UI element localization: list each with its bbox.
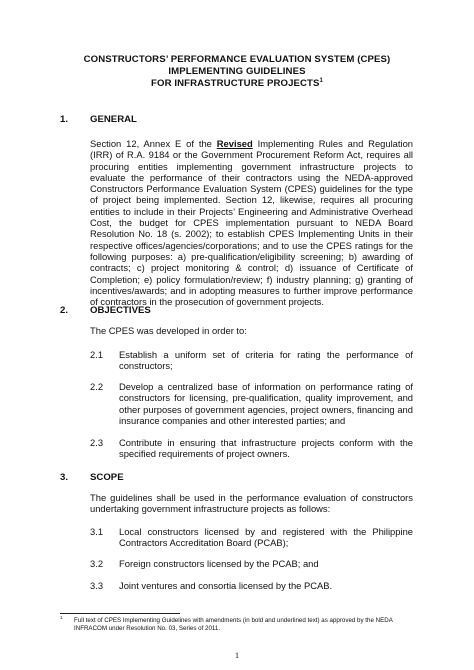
section-1-text-after: Implementing Rules and Regulation (IRR) of R.A. 9184 or the Government Procurement Reform Act, requires all procuring entities implementing government infrastructure projects to evaluate the performance of their contractors using the NEDA-approved Constructors Performance Evaluation System (CPES) guidelines for the type of project being implemented. Section 12, likewise, requires all procuring entities to include in their Projects’ Engineering and Administrative Overhead Cost, the budget for CPES implementation pursuant to NEDA Board Resolution No. 18 (s. 2002); to establish CPES Implementing Units in their respective offices/agencies/corporations; and to use the CPES ratings for the following purposes: a) pre-qualification/eligibility screening; b) awarding of contracts; c) project monitoring & control; d) issuance of Certificate of Completion; e) policy formulation/review; f) industry planning; g) granting of incentives/awards; and in adopting measures to further improve performance of contractors in the prosecution of government projects. <box>90 138 413 308</box>
title-line-1: CONSTRUCTORS’ PERFORMANCE EVALUATION SYSTEM (CPES) <box>83 54 391 65</box>
list-item-number: 3.3 <box>90 580 104 591</box>
list-item-text: Local constructors licensed by and registered with the Philippine Contractors Accreditation Board (PCAB); <box>119 526 413 549</box>
page-number: 1 <box>234 650 240 660</box>
list-item-text: Joint ventures and consortia licensed by the PCAB. <box>119 580 333 591</box>
list-item-text: Foreign constructors licensed by the PCAB; and <box>119 558 319 569</box>
footnote-divider <box>60 613 180 614</box>
list-item <box>90 558 413 569</box>
list-item-text: Contribute in ensuring that infrastructure projects conform with the specified requirements of project owners. <box>119 437 413 460</box>
list-item-number: 2.1 <box>90 349 104 360</box>
document-title <box>0 54 474 90</box>
section-3-number: 3. <box>60 472 69 483</box>
section-2-title: OBJECTIVES <box>90 305 151 316</box>
section-1-title: GENERAL <box>90 114 137 125</box>
list-item-number: 2.2 <box>90 381 104 392</box>
list-item-number: 2.3 <box>90 437 104 448</box>
section-1-heading <box>60 114 137 126</box>
list-item <box>90 349 413 372</box>
section-3-heading <box>60 472 124 484</box>
section-2-intro: The CPES was developed in order to: <box>90 325 247 336</box>
section-1-emphasis: Revised <box>216 138 253 149</box>
list-item <box>90 580 413 591</box>
section-1-number: 1. <box>60 114 69 125</box>
footnote-text: Full text of CPES Implementing Guidelines with amendments (in bold and underlined text) as approved by the NEDA INFRACOM under Resolution No. 03, Series of 2011. <box>74 617 393 632</box>
list-item <box>90 381 413 426</box>
title-line-3-text: FOR INFRASTRUCTURE PROJECTS <box>151 78 320 89</box>
list-item-number: 3.1 <box>90 526 104 537</box>
section-3-intro: The guidelines shall be used in the performance evaluation of constructors undertaking government infrastructure projects as follows: <box>90 492 413 515</box>
footnote <box>60 617 415 632</box>
list-item <box>90 437 413 460</box>
title-line-3 <box>0 78 474 90</box>
section-1-text-before: Section 12, Annex E of the <box>90 138 217 149</box>
title-line-2: IMPLEMENTING GUIDELINES <box>168 66 306 77</box>
footnote-mark: 1 <box>60 615 63 620</box>
list-item-text: Establish a uniform set of criteria for rating the performance of constructors; <box>119 349 413 372</box>
list-item-text: Develop a centralized base of information on performance rating of constructors for licensing, pre-qualification, quality improvement, and other purposes of government agencies, project owners, financing and insurance companies and other interested parties; and <box>119 381 413 426</box>
section-3-title: SCOPE <box>90 472 124 483</box>
section-1-paragraph <box>90 138 413 307</box>
section-2-heading <box>60 305 151 317</box>
title-footnote-ref[interactable]: 1 <box>319 78 323 84</box>
section-2-number: 2. <box>60 305 69 316</box>
list-item-number: 3.2 <box>90 558 104 569</box>
list-item <box>90 526 413 549</box>
